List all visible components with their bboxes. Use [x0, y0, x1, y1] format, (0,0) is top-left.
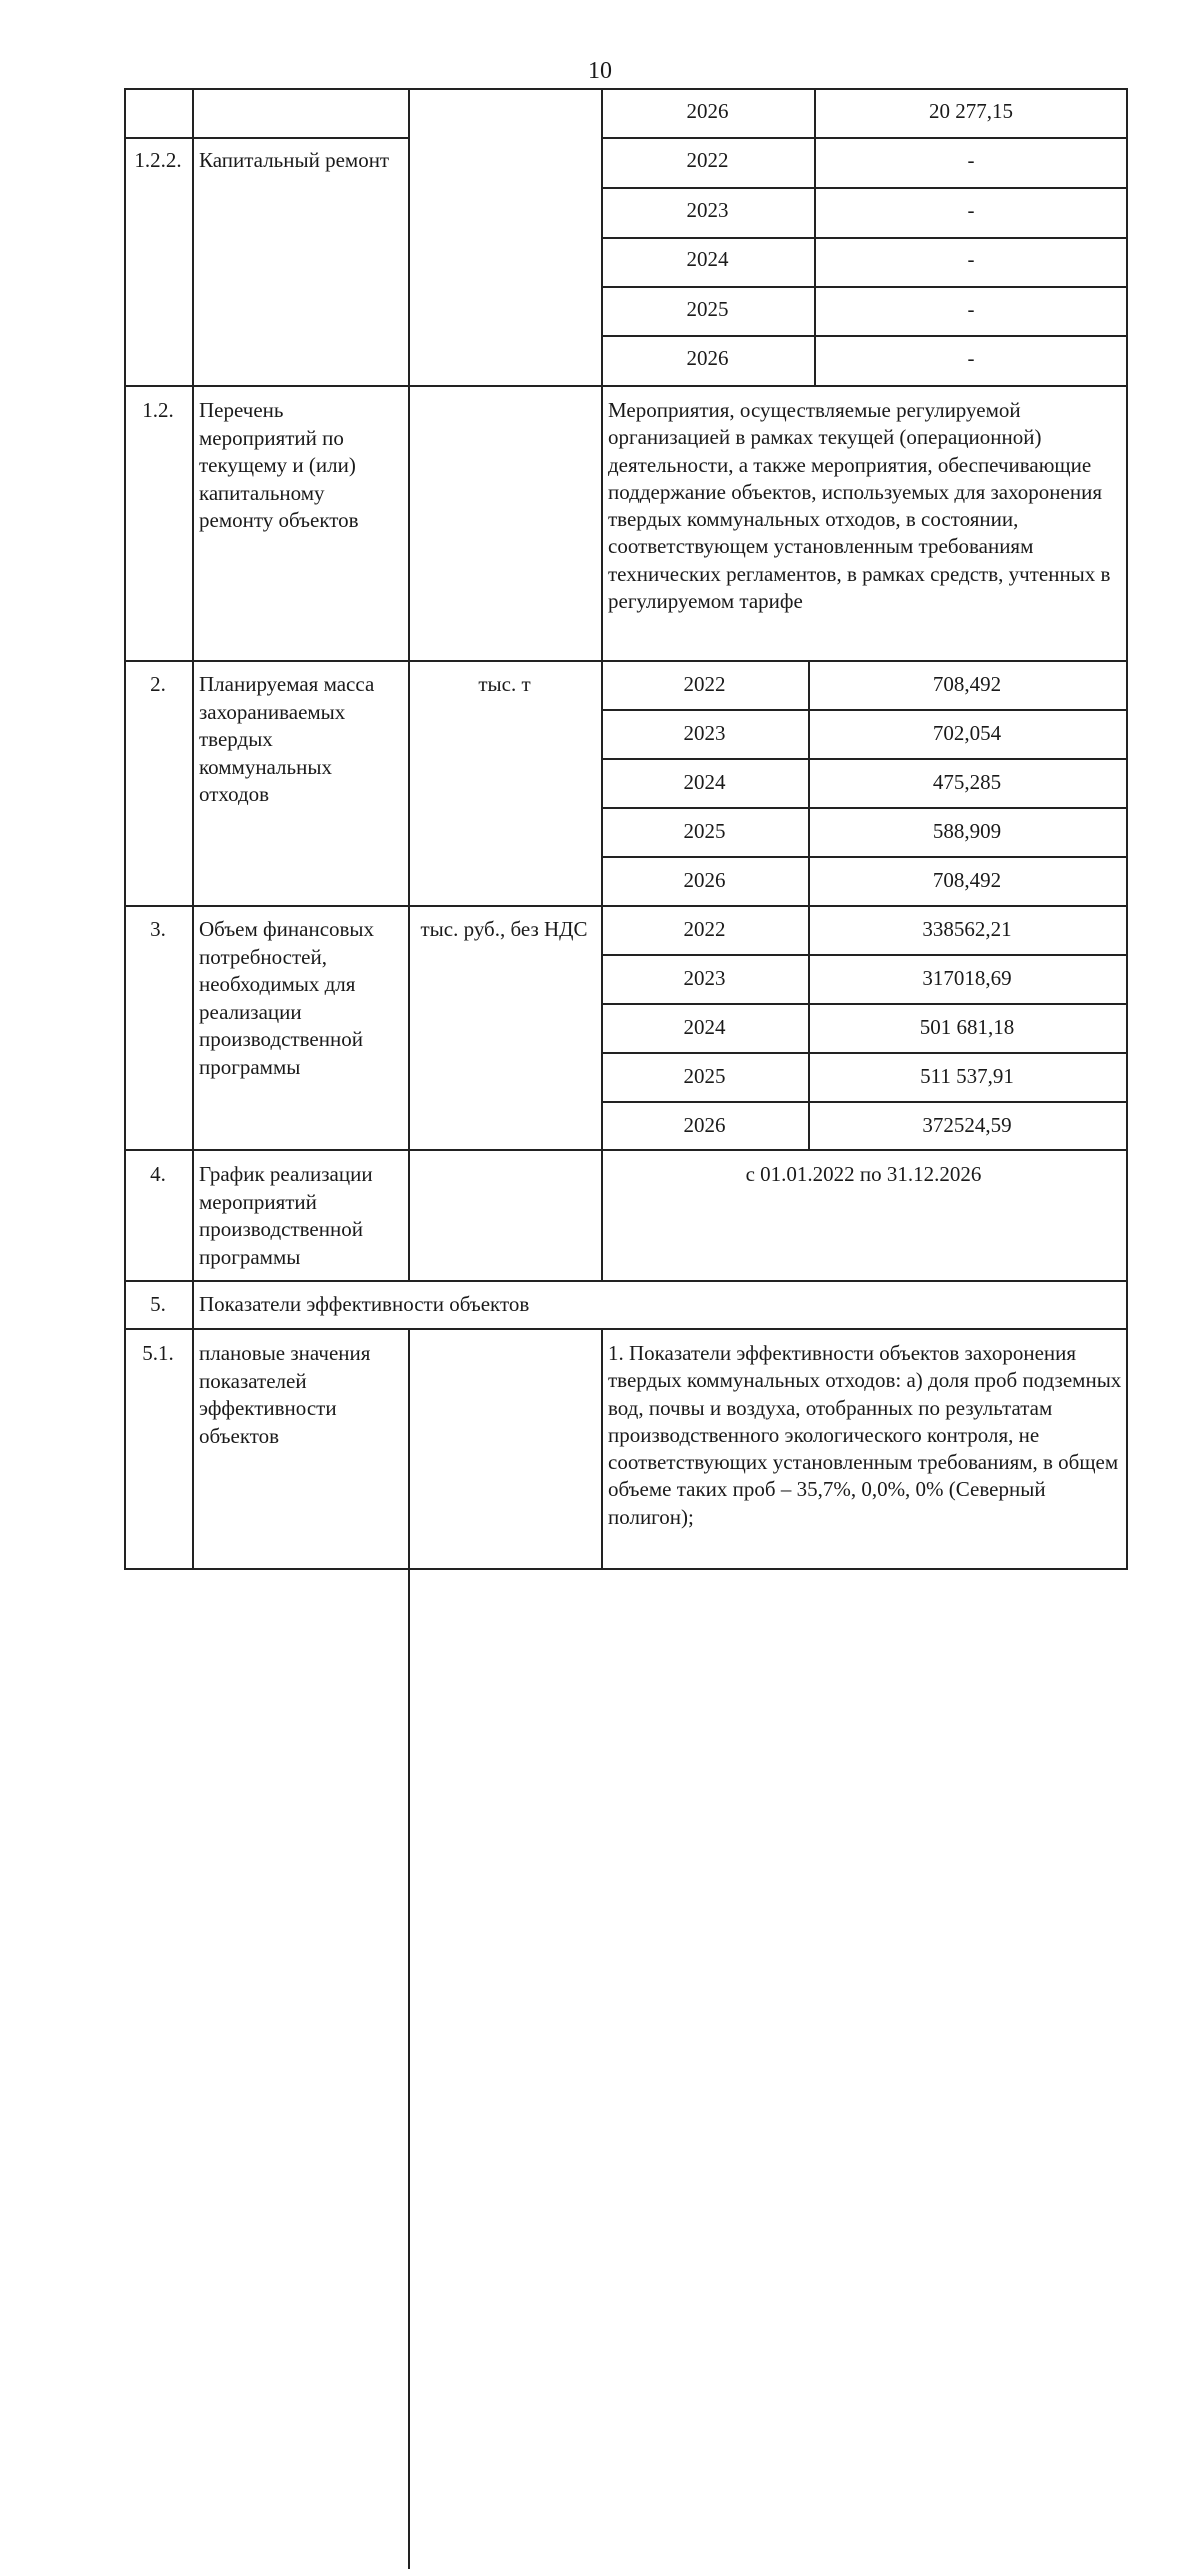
year-cell: 2022	[683, 672, 726, 696]
row-label: Капитальный ремонт	[199, 148, 390, 172]
program-table	[124, 88, 1128, 1570]
row-divider	[124, 137, 408, 139]
year-cell: 2026	[686, 99, 729, 123]
column-divider	[814, 88, 816, 385]
value-cell: 708,492	[932, 868, 1002, 892]
year-cell: 2022	[686, 148, 729, 172]
row-description: Мероприятия, осуществляемые регулируемой организацией в рамках текущей (операционной) деятельности, а также мероприятия, обеспечивающие поддержание объектов, используемых для захоронения твердых коммунальных отходов, в состоянии, соответствующем установленным требованиям технических регламентов, в рамках средств, учтенных в регулируемом тарифе	[608, 398, 1111, 614]
row-number: 2.	[150, 672, 166, 696]
year-cell: 2024	[686, 247, 729, 271]
column-divider	[601, 1328, 603, 1569]
row-number: 1.2.2.	[134, 148, 182, 172]
unit-cell: тыс. руб., без НДС	[420, 917, 588, 941]
row-divider	[601, 1003, 1128, 1005]
year-cell: 2024	[683, 770, 726, 794]
row-divider	[601, 758, 1128, 760]
row-number: 1.2.	[142, 398, 174, 422]
value-cell: 702,054	[932, 721, 1002, 745]
row-divider	[124, 905, 1128, 907]
year-cell: 2023	[683, 966, 726, 990]
row-divider	[601, 137, 1128, 139]
value-cell: -	[967, 247, 975, 271]
row-divider	[124, 385, 1128, 387]
row-number: 5.1.	[142, 1341, 174, 1365]
row-divider	[601, 807, 1128, 809]
table-border-top	[124, 88, 1128, 90]
table-border-bottom	[124, 1568, 1128, 1570]
row-divider	[124, 1280, 1128, 1282]
row-label: Объем финансовых потребностей, необходимых для реализации производственной программы	[199, 917, 375, 1079]
column-divider	[192, 88, 194, 1569]
year-cell: 2026	[683, 868, 726, 892]
row-label: плановые значения показателей эффективности объектов	[199, 1341, 371, 1448]
row-divider	[124, 1328, 1128, 1330]
row-divider	[124, 660, 1128, 662]
row-number: 4.	[150, 1162, 166, 1186]
year-cell: 2026	[686, 346, 729, 370]
row-label: График реализации мероприятий производственной программы	[199, 1162, 373, 1269]
page-number: 10	[588, 58, 612, 84]
value-cell: -	[967, 198, 975, 222]
value-cell: 20 277,15	[929, 99, 1013, 123]
value-cell: 317018,69	[922, 966, 1012, 990]
year-cell: 2025	[683, 819, 726, 843]
value-cell: 338562,21	[922, 917, 1012, 941]
value-cell: -	[967, 297, 975, 321]
year-cell: 2023	[686, 198, 729, 222]
row-divider	[601, 856, 1128, 858]
row-divider	[601, 237, 1128, 239]
value-cell: 708,492	[932, 672, 1002, 696]
row-divider	[601, 335, 1128, 337]
row-number: 5.	[150, 1292, 166, 1316]
value-cell: 511 537,91	[920, 1064, 1014, 1088]
row-label: Перечень мероприятий по текущему и (или) капитальному ремонту объектов	[199, 398, 359, 532]
row-description: 1. Показатели эффективности объектов захоронения твердых коммунальных отходов: а) доля проб подземных вод, почвы и воздуха, отобранных по результатам производственного экологического контроля, не соответствующих установленным требованиям, в общем объеме таких проб – 35,7%, 0,0%, 0% (Северный полигон);	[608, 1341, 1122, 1529]
year-cell: 2022	[683, 917, 726, 941]
value-cell: 372524,59	[922, 1113, 1012, 1137]
value-cell: -	[967, 148, 975, 172]
section-heading: Показатели эффективности объектов	[199, 1292, 530, 1316]
row-divider	[601, 954, 1128, 956]
row-divider	[601, 1052, 1128, 1054]
value-cell: 475,285	[932, 770, 1002, 794]
row-divider	[601, 1101, 1128, 1103]
row-divider	[601, 286, 1128, 288]
row-divider	[601, 187, 1128, 189]
schedule-period: с 01.01.2022 по 31.12.2026	[745, 1162, 982, 1186]
year-cell: 2026	[683, 1113, 726, 1137]
year-cell: 2023	[683, 721, 726, 745]
column-divider	[408, 1328, 410, 2569]
unit-cell: тыс. т	[478, 672, 531, 696]
year-cell: 2025	[686, 297, 729, 321]
row-label: Планируемая масса захораниваемых твердых коммунальных отходов	[199, 672, 375, 806]
year-cell: 2024	[683, 1015, 726, 1039]
value-cell: 501 681,18	[919, 1015, 1015, 1039]
year-cell: 2025	[683, 1064, 726, 1088]
row-divider	[601, 709, 1128, 711]
row-divider	[124, 1149, 1128, 1151]
row-number: 3.	[150, 917, 166, 941]
value-cell: -	[967, 346, 975, 370]
value-cell: 588,909	[932, 819, 1002, 843]
